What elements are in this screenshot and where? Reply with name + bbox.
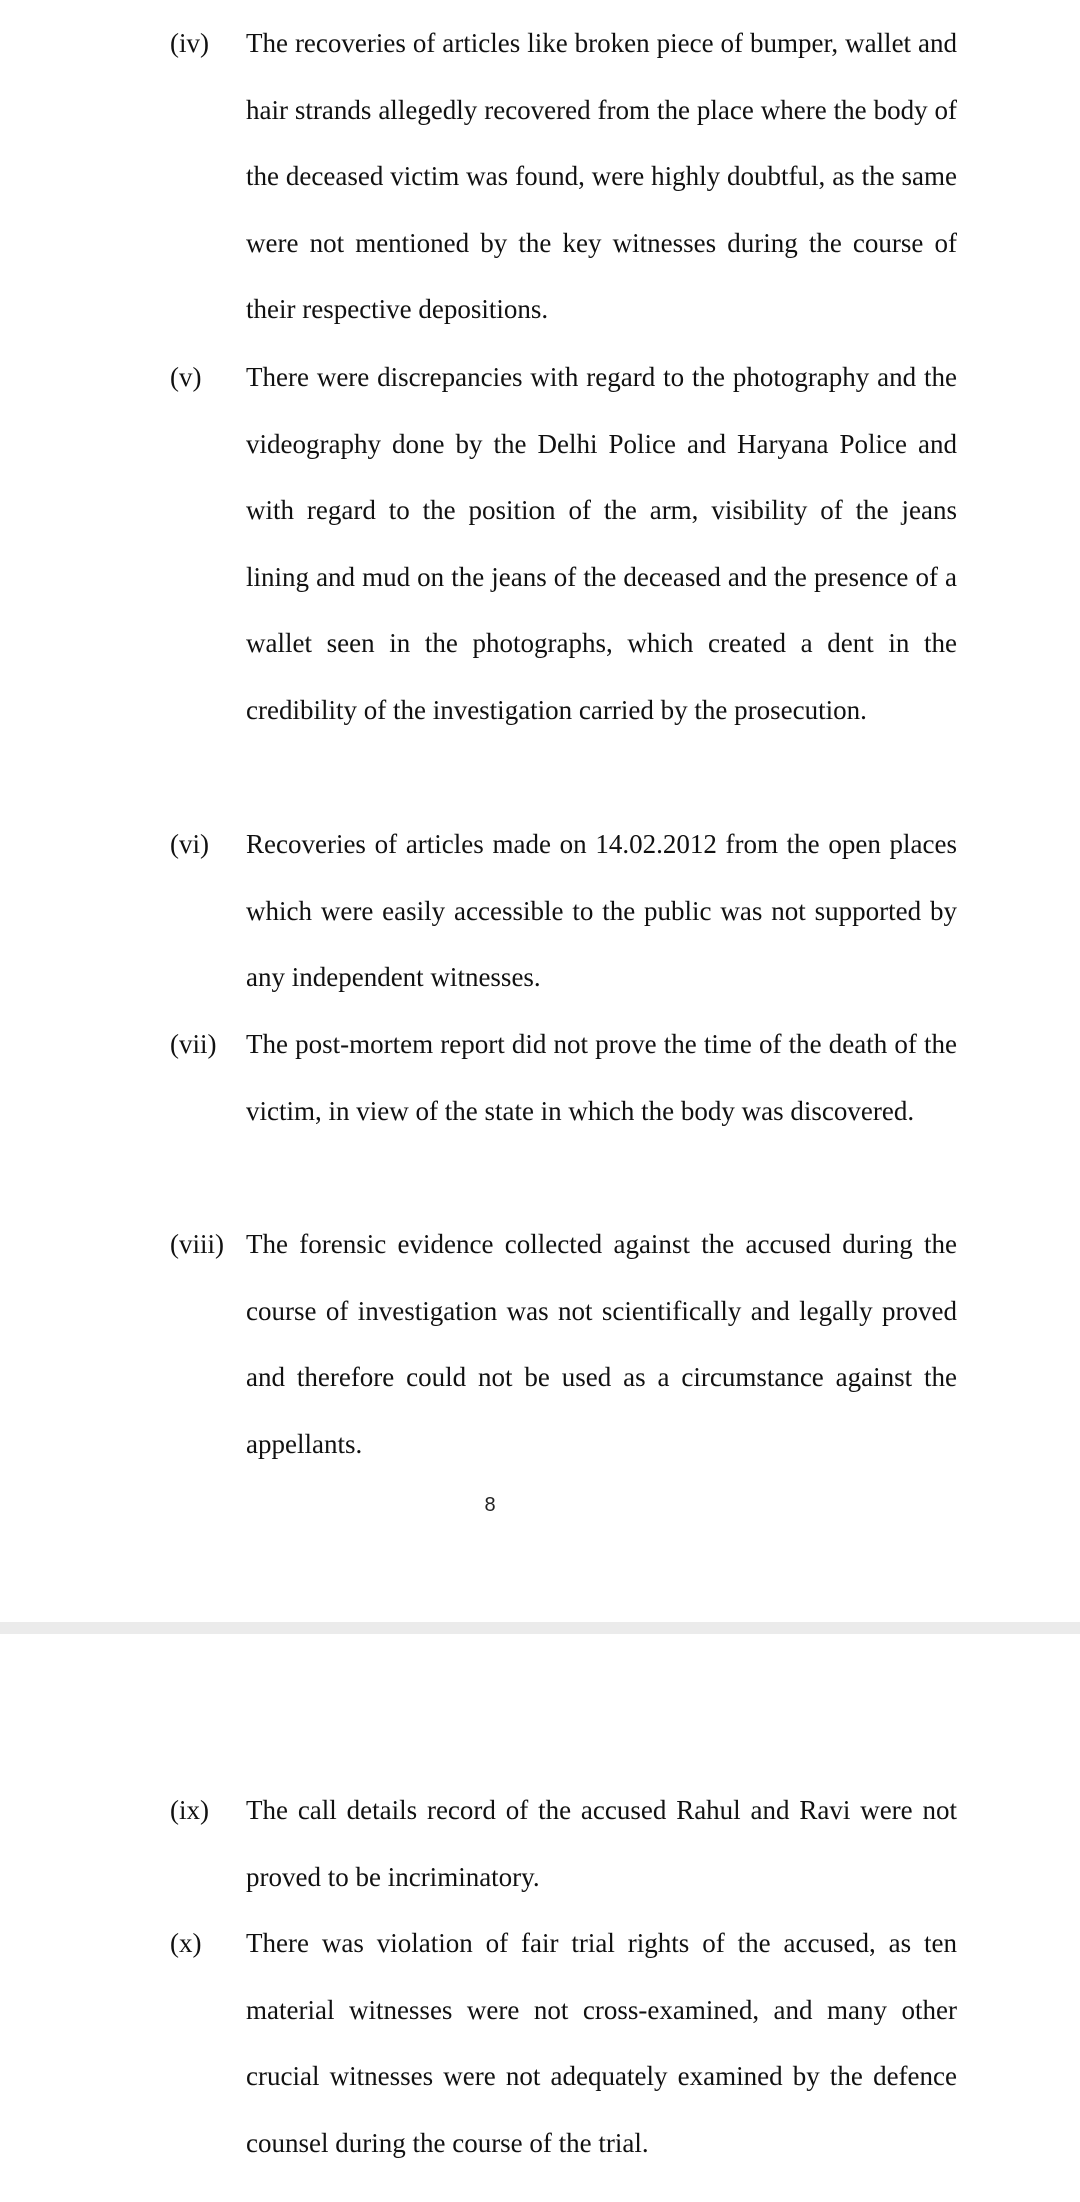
list-item-iv <box>170 10 957 343</box>
list-item-v <box>170 344 957 744</box>
item-text: There was violation of fair trial rights of the accused, as ten material witnesses were not cross-examined, and many other crucial witnesses were not adequately examined by the defence counsel during the course of the trial. <box>246 1928 957 2158</box>
item-number: (ix) <box>170 1795 209 1825</box>
page-separator <box>0 1622 1080 1634</box>
list-item-vii <box>170 1011 957 1144</box>
list-item-viii <box>170 1211 957 1477</box>
item-number: (iv) <box>170 28 209 58</box>
item-number: (vi) <box>170 829 209 859</box>
item-number: (viii) <box>170 1229 224 1259</box>
item-text: The call details record of the accused Rahul and Ravi were not proved to be incriminatory. <box>246 1795 957 1892</box>
list-item-ix <box>170 1777 957 1910</box>
item-text: The forensic evidence collected against the accused during the course of investigation was not scientifically and legally proved and therefore could not be used as a circumstance against the appellants. <box>246 1229 957 1459</box>
item-text: There were discrepancies with regard to the photography and the videography done by the Delhi Police and Haryana Police and with regard to the position of the arm, visibility of the jeans lining and mud on the jeans of the deceased and the presence of a wallet seen in the photographs, which created a dent in the credibility of the investigation carried by the prosecution. <box>246 362 957 725</box>
item-number: (x) <box>170 1928 202 1958</box>
list-item-vi <box>170 811 957 1011</box>
item-text: Recoveries of articles made on 14.02.2012 from the open places which were easily accessible to the public was not supported by any independent witnesses. <box>246 829 957 993</box>
page-number: 8 <box>484 1494 496 1516</box>
item-number: (v) <box>170 362 202 392</box>
document-page-9 <box>0 1634 1080 2202</box>
list-item-x <box>170 1910 957 2176</box>
item-number: (vii) <box>170 1029 217 1059</box>
item-text: The recoveries of articles like broken piece of bumper, wallet and hair strands allegedly recovered from the place where the body of the deceased victim was found, were highly doubtful, as the same were not mentioned by the key witnesses during the course of their respective depositions. <box>246 28 957 325</box>
item-text: The post-mortem report did not prove the time of the death of the victim, in view of the state in which the body was discovered. <box>246 1029 957 1126</box>
